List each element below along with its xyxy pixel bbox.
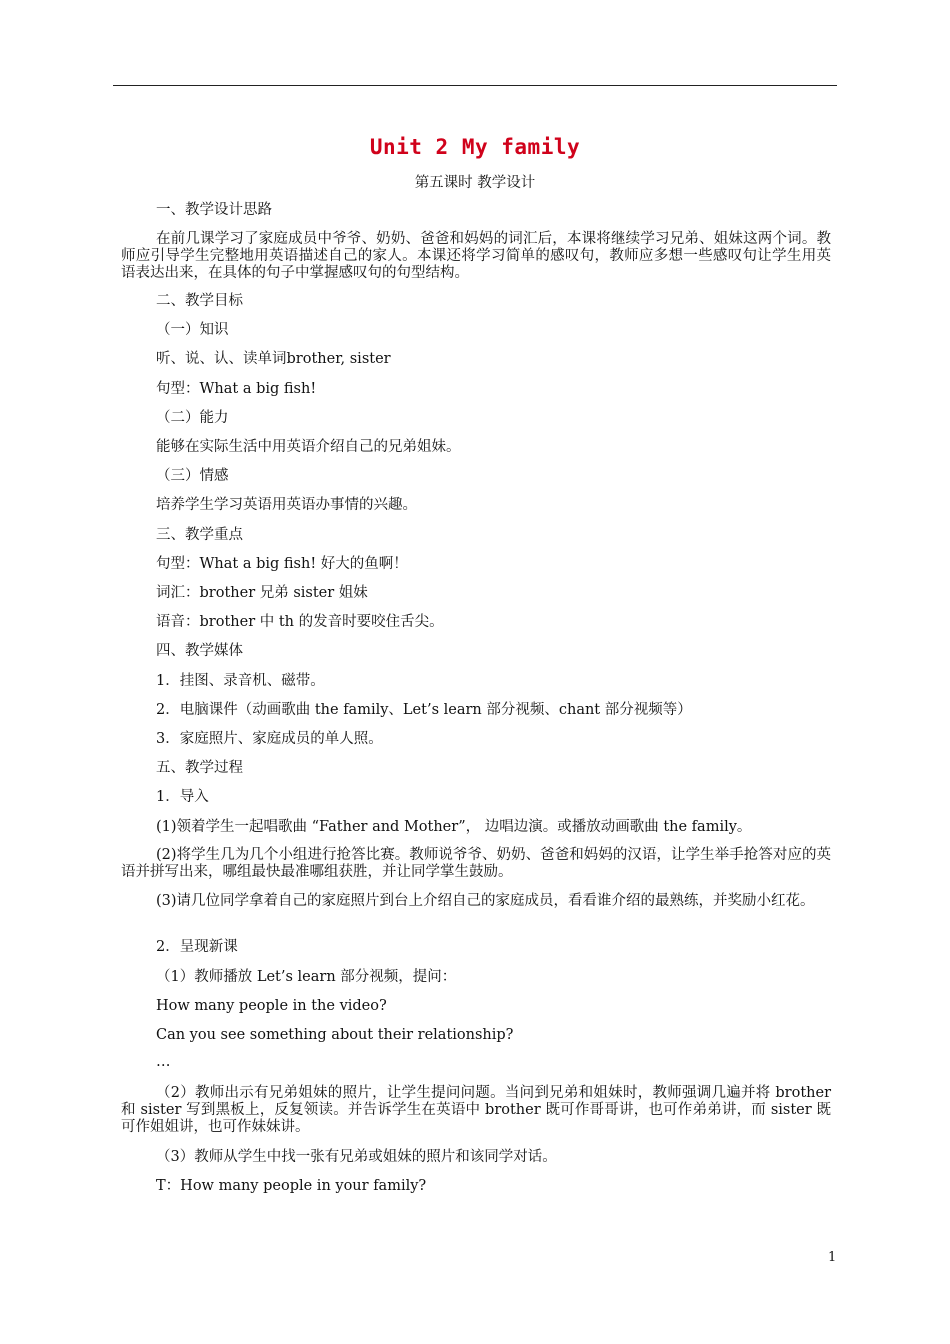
- paragraph: (3)请几位同学拿着自己的家庭照片到台上介绍自己的家庭成员，看看谁介绍的最熟练，并奖励小红花。: [156, 893, 815, 909]
- text-line: 语音：brother 中 th 的发音时要咬住舌尖。: [156, 614, 444, 630]
- text-line: （3）教师从学生中找一张有兄弟或姐妹的照片和该同学对话。: [156, 1149, 557, 1165]
- text-line: T：How many people in your family?: [156, 1178, 427, 1194]
- page-title: Unit 2 My family: [369, 135, 581, 159]
- subsection-heading: （三）情感: [156, 468, 229, 484]
- text-line: 听、说、认、读单词brother, sister: [156, 351, 391, 367]
- text-line: 能够在实际生活中用英语介绍自己的兄弟姐妹。: [156, 439, 461, 455]
- text-line: …: [156, 1054, 171, 1070]
- list-item: 1．挂图、录音机、磁带。: [156, 673, 325, 689]
- paragraph: (2)将学生几为几个小组进行抢答比赛。教师说爷爷、奶奶、爸爸和妈妈的汉语，让学生举手抢答对应的英语并拼写出来，哪组最快最准哪组获胜，并让同学掌生鼓励。: [121, 847, 831, 880]
- text-line: （1）教师播放 Let’s learn 部分视频，提问：: [156, 969, 457, 985]
- section-heading: 二、教学目标: [156, 293, 243, 309]
- text-line: 培养学生学习英语用英语办事情的兴趣。: [156, 497, 417, 513]
- text-line: (1)领着学生一起唱歌曲 “Father and Mother”， 边唱边演。或播放动画歌曲 the family。: [156, 819, 752, 835]
- section-heading: 三、教学重点: [156, 527, 243, 543]
- section-heading: 四、教学媒体: [156, 643, 243, 659]
- subsection-heading: （二）能力: [156, 410, 229, 426]
- text-line: Can you see something about their relationship?: [156, 1027, 514, 1043]
- section-heading: 五、教学过程: [156, 760, 243, 776]
- page-number: 1: [828, 1250, 837, 1265]
- section-heading: 一、教学设计思路: [156, 202, 272, 218]
- page-subtitle: 第五课时 教学设计: [414, 175, 536, 191]
- list-item: 3．家庭照片、家庭成员的单人照。: [156, 731, 383, 747]
- header-rule: [113, 85, 837, 86]
- paragraph: 在前几课学习了家庭成员中爷爷、奶奶、爸爸和妈妈的词汇后，本课将继续学习兄弟、姐妹这两个词。教师应引导学生完整地用英语描述自己的家人。本课还将学习简单的感叹句，教师应多想一些感叹句让学生用英语表达出来，在具体的句子中掌握感叹句的句型结构。: [121, 231, 831, 281]
- list-item: 2．电脑课件（动画歌曲 the family、Let’s learn 部分视频、chant 部分视频等）: [156, 702, 692, 718]
- subsection-heading: 1．导入: [156, 789, 209, 805]
- text-line: 句型：What a big fish! 好大的鱼啊！: [156, 556, 408, 572]
- subsection-heading: （一）知识: [156, 322, 229, 338]
- text-line: How many people in the video?: [156, 998, 387, 1014]
- text-line: 句型：What a big fish!: [156, 381, 317, 397]
- subsection-heading: 2．呈现新课: [156, 939, 238, 955]
- paragraph: （2）教师出示有兄弟姐妹的照片，让学生提问问题。当问到兄弟和姐妹时，教师强调几遍并将 brother 和 sister 写到黑板上，反复领读。并告诉学生在英语中 brother 既可作哥哥讲，也可作弟弟讲，而 sister 既可作姐姐讲，也可作妹妹讲。: [121, 1085, 831, 1135]
- text-line: 词汇：brother 兄弟 sister 姐妹: [156, 585, 368, 601]
